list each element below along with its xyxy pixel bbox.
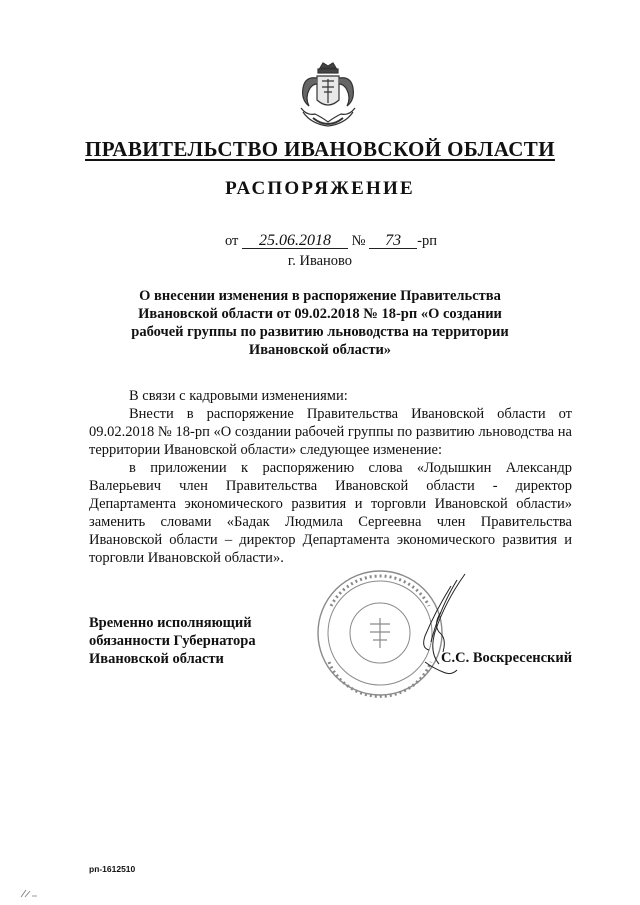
subject-line: Ивановской области» xyxy=(248,342,392,358)
scan-mark-icon xyxy=(20,888,38,898)
date-number-line xyxy=(225,233,437,250)
subject-line: рабочей группы по развитию льноводства на территории xyxy=(131,324,509,340)
city-line: г. Иваново xyxy=(287,253,353,269)
number-label: № xyxy=(351,233,366,249)
signatory-name: С.С. Воскресенский xyxy=(441,650,573,666)
subject-line: О внесении изменения в распоряжение Правительства xyxy=(139,288,501,304)
subject-line: Ивановской области от 09.02.2018 № 18-рп «О создании xyxy=(138,306,502,322)
coat-of-arms-icon xyxy=(293,62,363,132)
number-suffix: -рп xyxy=(417,233,437,249)
document-type-title: РАСПОРЯЖЕНИЕ xyxy=(225,178,415,199)
date-prefix: от xyxy=(225,233,239,249)
handwritten-number: 73 xyxy=(369,233,417,249)
position-line: обязанности Губернатора xyxy=(89,633,256,649)
handwritten-date: 25.06.2018 xyxy=(242,233,348,249)
signatory-position xyxy=(89,614,256,668)
document-body xyxy=(89,387,572,567)
government-title: ПРАВИТЕЛЬСТВО ИВАНОВСКОЙ ОБЛАСТИ xyxy=(85,137,555,161)
document-subject xyxy=(100,287,540,359)
position-line: Ивановской области xyxy=(89,651,224,667)
position-line: Временно исполняющий xyxy=(89,615,252,631)
body-paragraph: в приложении к распоряжению слова «Лодышкин Александр Валерьевич член Правительства Ивановской области - директор Департамента экономического развития и торговли Ивановской области» заменить словами «Бадак Людмила Сергеевна член Правительства Ивановской области – директор Департамента экономического развития и торговли Ивановской области». xyxy=(89,460,572,566)
document-code: рп-1612510 xyxy=(89,864,136,874)
body-paragraph: В связи с кадровыми изменениями: xyxy=(129,388,348,404)
body-paragraph: Внести в распоряжение Правительства Ивановской области от 09.02.2018 № 18-рп «О создании рабочей группы по развитию льноводства на территории Ивановской области» следующее изменение: xyxy=(89,406,572,458)
